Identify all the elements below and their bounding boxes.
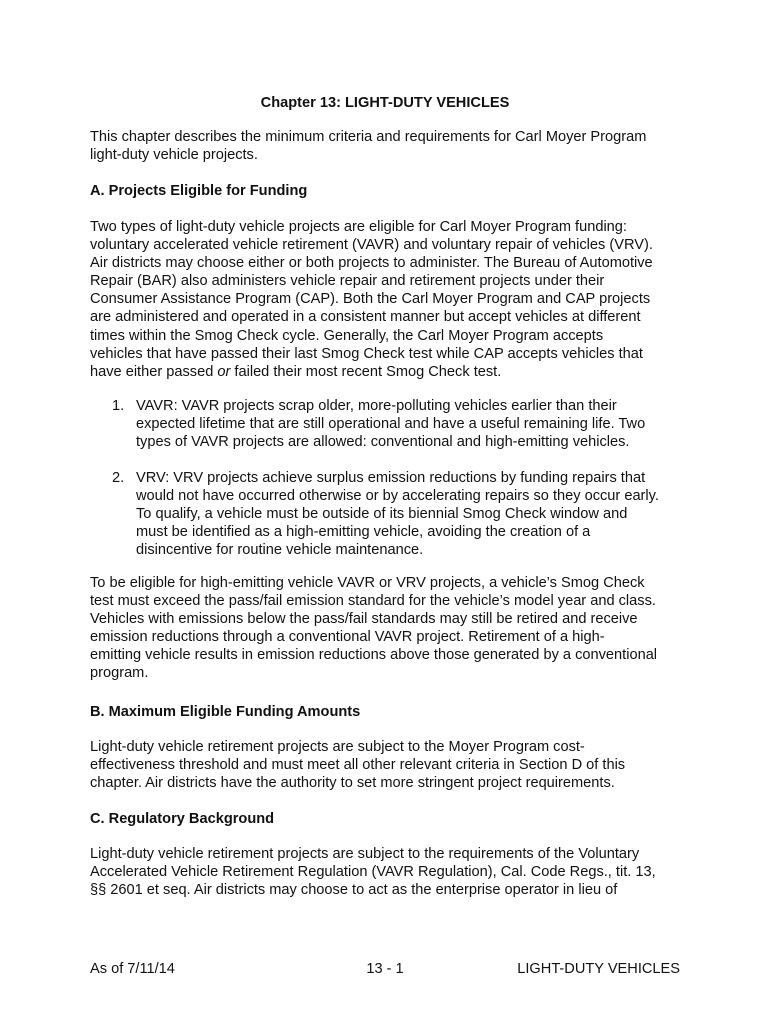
chapter-title: Chapter 13: LIGHT-DUTY VEHICLES xyxy=(260,95,510,111)
text-line: times within the Smog Check cycle. Generally, the Carl Moyer Program accepts xyxy=(90,327,604,344)
text-line: must be identified as a high-emitting vehicle, avoiding the creation of a xyxy=(136,524,591,541)
text-line: Repair (BAR) also administers vehicle repair and retirement projects under their xyxy=(90,273,605,290)
text-run: have either passed xyxy=(90,363,218,380)
intro-paragraph xyxy=(90,128,690,164)
text-line: Vehicles with emissions below the pass/fail standards may still be retired and receive xyxy=(90,611,638,628)
text-line: Two types of light-duty vehicle projects are eligible for Carl Moyer Program funding: xyxy=(90,219,627,235)
footer-date: As of 7/11/14 xyxy=(90,961,175,977)
text-line: To be eligible for high-emitting vehicle VAVR or VRV projects, a vehicle’s Smog Check xyxy=(90,575,645,591)
emphasis-text: or xyxy=(217,363,231,380)
text-line: VAVR: VAVR projects scrap older, more-polluting vehicles earlier than their xyxy=(136,398,617,414)
text-line: Light-duty vehicle retirement projects are subject to the requirements of the Voluntary xyxy=(90,846,640,862)
section-c-paragraph xyxy=(90,845,690,899)
section-a-paragraph-2 xyxy=(90,574,690,683)
section-a-heading: A. Projects Eligible for Funding xyxy=(90,183,308,199)
text-line: emission reductions through a conventional VAVR project. Retirement of a high- xyxy=(90,629,605,646)
text-line-last xyxy=(90,363,690,381)
text-line: vehicles that have passed their last Smog Check test while CAP accepts vehicles that xyxy=(90,345,643,362)
text-line: are administered and operated in a consistent manner but accept vehicles at different xyxy=(90,309,641,326)
footer-chapter-label: LIGHT-DUTY VEHICLES xyxy=(517,961,680,977)
list-text xyxy=(136,397,692,451)
text-line: voluntary accelerated vehicle retirement (VAVR) and voluntary repair of vehicles (VRV). xyxy=(90,237,653,254)
text-line: effectiveness threshold and must meet all other relevant criteria in Section D of this xyxy=(90,757,626,774)
text-line: §§ 2601 et seq. Air districts may choose to act as the enterprise operator in lieu of xyxy=(90,882,618,899)
section-b-heading: B. Maximum Eligible Funding Amounts xyxy=(90,704,361,720)
text-line: test must exceed the pass/fail emission standard for the vehicle’s model year and class. xyxy=(90,593,656,610)
text-line: chapter. Air districts have the authority to set more stringent project requirements. xyxy=(90,775,615,792)
text-line: VRV: VRV projects achieve surplus emission reductions by funding repairs that xyxy=(136,470,646,486)
footer-page-number: 13 - 1 xyxy=(366,961,404,977)
text-line: disincentive for routine vehicle maintenance. xyxy=(136,542,424,559)
text-line: would not have occurred otherwise or by accelerating repairs so they occur early. xyxy=(136,488,659,505)
section-b-paragraph xyxy=(90,738,690,792)
text-line: types of VAVR projects are allowed: conventional and high-emitting vehicles. xyxy=(136,434,630,451)
list-number: 1. xyxy=(112,398,125,414)
text-line: program. xyxy=(90,665,149,682)
text-line: expected lifetime that are still operational and have a useful remaining life. Two xyxy=(136,416,646,433)
text-line: Consumer Assistance Program (CAP). Both the Carl Moyer Program and CAP projects xyxy=(90,291,651,308)
section-a-paragraph-1 xyxy=(90,218,690,381)
section-c-heading: C. Regulatory Background xyxy=(90,811,275,827)
text-line: emitting vehicle results in emission reductions above those generated by a conventional xyxy=(90,647,658,664)
text-run: failed their most recent Smog Check test. xyxy=(230,363,502,380)
list-text xyxy=(136,469,692,559)
text-line: Air districts may choose either or both projects to administer. The Bureau of Automotive xyxy=(90,255,653,272)
text-line: To qualify, a vehicle must be outside of its biennial Smog Check window and xyxy=(136,506,628,523)
text-line: Accelerated Vehicle Retirement Regulation (VAVR Regulation), Cal. Code Regs., tit. 13, xyxy=(90,864,656,881)
text-line: This chapter describes the minimum criteria and requirements for Carl Moyer Program xyxy=(90,129,647,145)
text-line: Light-duty vehicle retirement projects are subject to the Moyer Program cost- xyxy=(90,739,585,755)
text-line: light-duty vehicle projects. xyxy=(90,147,258,164)
list-number: 2. xyxy=(112,470,125,486)
